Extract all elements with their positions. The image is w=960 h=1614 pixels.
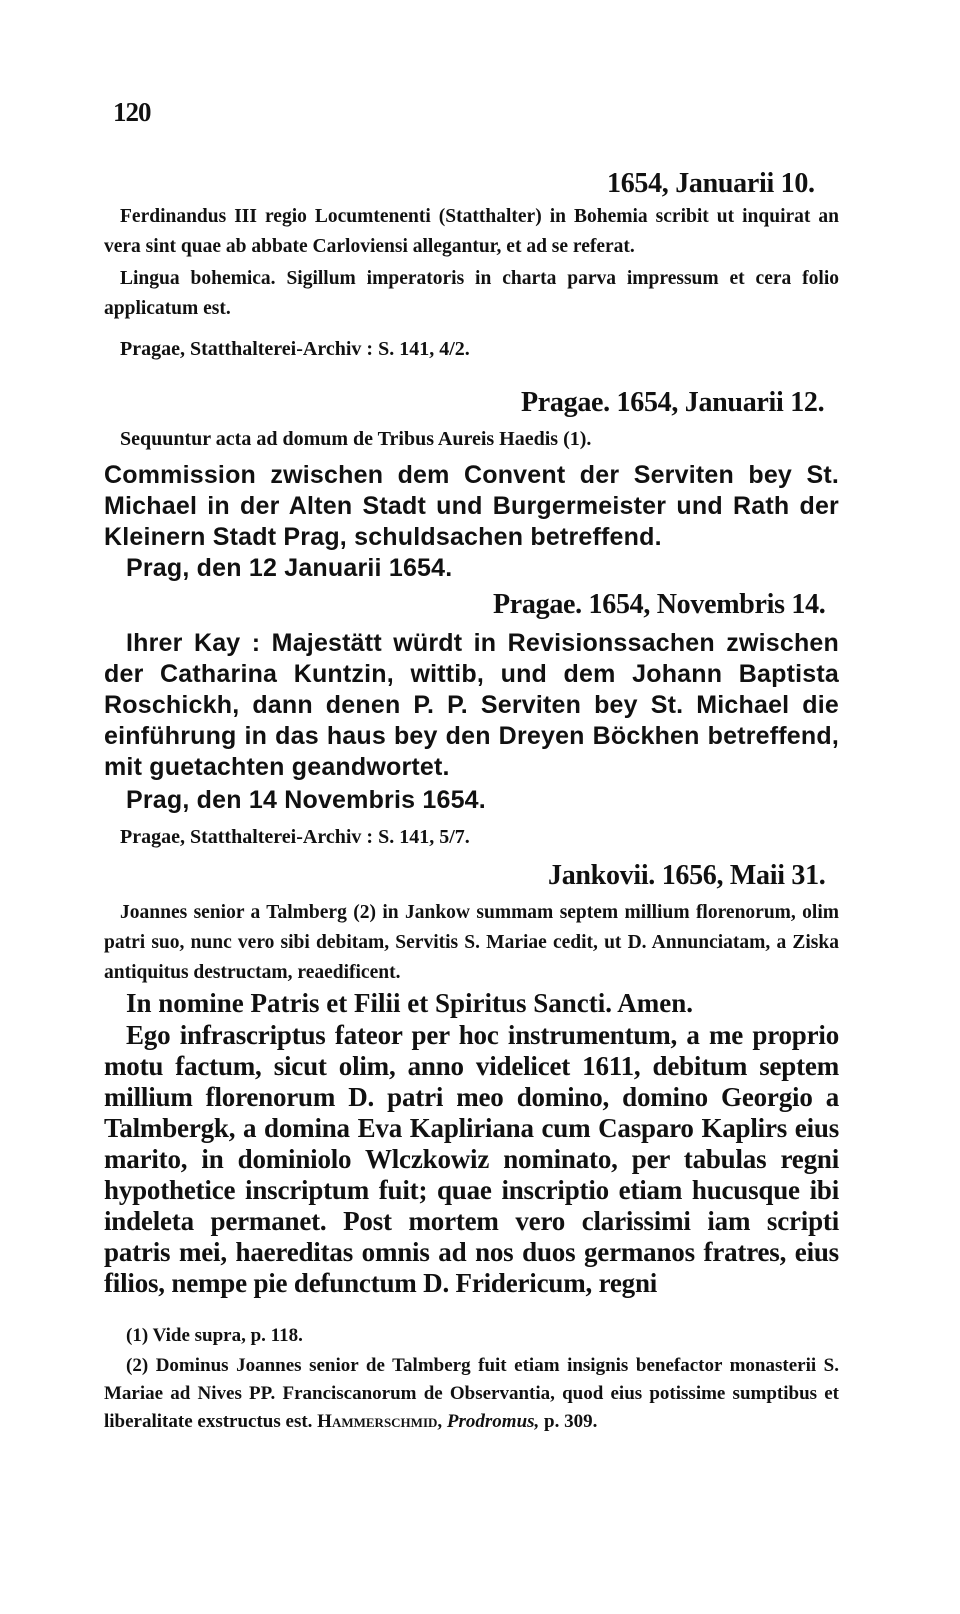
- footnote-1-text: Vide supra, p. 118.: [152, 1325, 303, 1346]
- entry-2-text-block: [104, 460, 839, 553]
- entry-4-regest: Joannes senior a Talmberg (2) in Jankow summam septem millium florenorum, olim patri suo, nunc vero sibi debitam, Servitis S. Mariae cedit, ut D. Annunciatam, a Ziska antiquitus destructam, reaedificent.: [104, 902, 839, 983]
- entry-3-archive: Pragae, Statthalterei-Archiv : S. 141, 5/7.: [120, 826, 470, 848]
- entry-2-closing: Prag, den 12 Januarii 1654.: [126, 554, 453, 582]
- entry-2-closing-block: [104, 553, 839, 584]
- entry-1-regest-block: [104, 202, 839, 324]
- entry-4-invocation-block: [104, 988, 839, 1019]
- entry-2-regest-block: [104, 428, 839, 451]
- entry-4-text: Ego infrascriptus fateor per hoc instrumentum, a me proprio motu factum, sicut olim, anno videlicet 1611, debitum septem millium florenorum D. patri meo domino, domino Georgio a Talmbergk, a domina Eva Kapliriana cum Casparo Kaplirs eius marito, in dominiolo Wlczkowiz nominato, per tabulas regni hypothetice inscriptum fuit; quae inscriptio etiam hucusque ibi indeleta permanet. Post mortem vero clarissimi iam scripti patris mei, haereditas omnis ad nos duos germanos fratres, eius filios, nempe pie defunctum D. Fridericum, regni: [104, 1020, 839, 1298]
- page-number: 120: [113, 97, 151, 127]
- entry-3-closing: Prag, den 14 Novembris 1654.: [126, 786, 486, 814]
- entry-3-archive-block: [104, 826, 839, 849]
- entry-4-dateline: Jankovii. 1656, Maii 31.: [548, 860, 826, 891]
- entry-4-invocation: In nomine Patris et Filii et Spiritus Sancti. Amen.: [126, 988, 693, 1018]
- footnote-2: [104, 1352, 839, 1436]
- entry-2-text: Commission zwischen dem Convent der Serviten bey St. Michael in der Alten Stadt und Burgermeister und Rath der Kleinern Stadt Prag, schuldsachen betreffend.: [104, 461, 839, 551]
- entry-4-regest-block: [104, 898, 839, 988]
- entry-1-note: Lingua bohemica. Sigillum imperatoris in charta parva impressum et cera folio applicatum est.: [104, 268, 839, 319]
- entry-1-archive-block: [104, 338, 839, 361]
- entry-2-regest: Sequuntur acta ad domum de Tribus Aureis Haedis (1).: [120, 428, 592, 450]
- footnote-2-number: (2): [126, 1355, 149, 1376]
- entry-3-text: Ihrer Kay : Majestätt würdt in Revisionssachen zwischen der Catharina Kuntzin, wittib, und dem Johann Baptista Roschickh, dann denen P. P. Serviten bey St. Michael die einführung in das haus bey den Dreyen Böckhen betreffend, mit guetachten geandwortet.: [104, 629, 839, 781]
- footnote-2-text: Dominus Joannes senior de Talmberg fuit etiam insignis benefactor monasterii S. Mariae ad Nives PP. Franciscanorum de Observantia, quod eius potissime sumptibus et liberalitate exstructus est.: [104, 1355, 839, 1432]
- entry-3-closing-block: [104, 785, 839, 816]
- entry-1-regest: Ferdinandus III regio Locumtenenti (Statthalter) in Bohemia scribit ut inquirat an vera sint quae ab abbate Carloviensi allegantur, et ad se referat.: [104, 206, 839, 257]
- entry-1-archive: Pragae, Statthalterei-Archiv : S. 141, 4/2.: [120, 338, 470, 360]
- entry-3-dateline: Pragae. 1654, Novembris 14.: [493, 589, 826, 620]
- footnote-2-work: Prodromus,: [446, 1411, 540, 1432]
- footnote-2-page: p. 309.: [544, 1411, 598, 1432]
- footnote-2-author: Hammerschmid,: [317, 1411, 443, 1432]
- entry-1-dateline: 1654, Januarii 10.: [607, 168, 815, 199]
- entry-2-dateline: Pragae. 1654, Januarii 12.: [521, 387, 825, 418]
- entry-3-text-block: [104, 628, 839, 783]
- footnotes: [104, 1322, 839, 1436]
- entry-4-text-block: [104, 1020, 839, 1299]
- footnote-1: [104, 1322, 839, 1350]
- footnote-1-number: (1): [126, 1325, 149, 1346]
